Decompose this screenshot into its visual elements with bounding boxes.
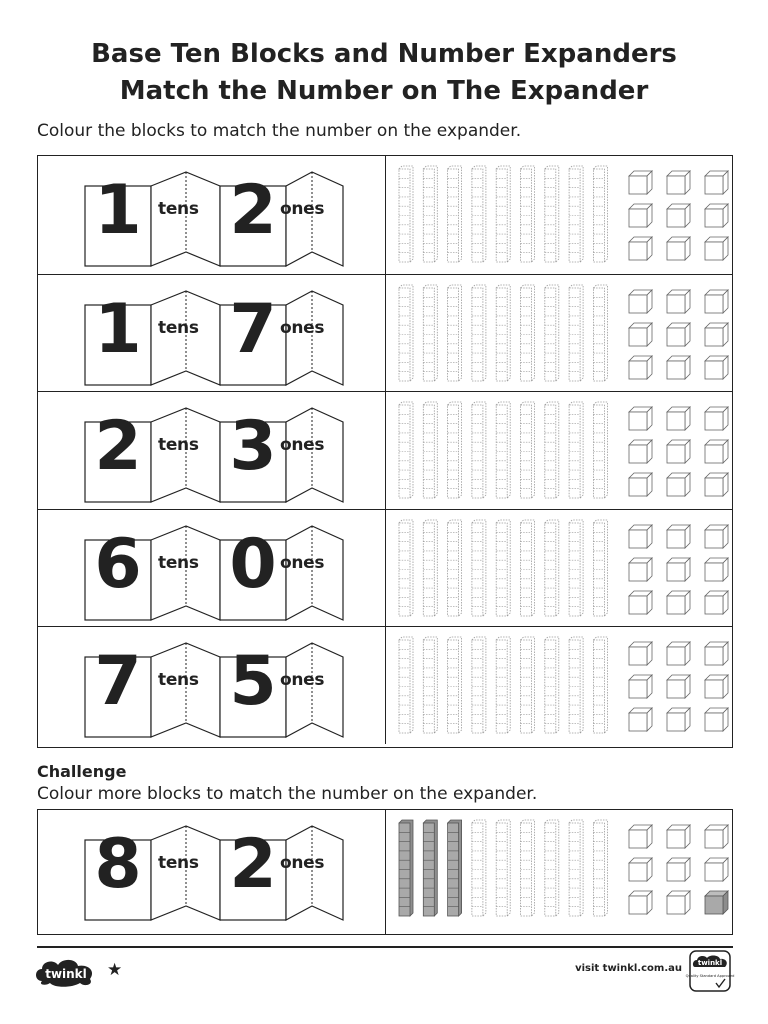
- tens-rod[interactable]: [521, 820, 535, 916]
- tens-rod[interactable]: [593, 820, 607, 916]
- ones-cube[interactable]: [629, 323, 652, 346]
- tens-rod[interactable]: [496, 166, 510, 262]
- tens-rod[interactable]: [545, 820, 559, 916]
- ones-cube[interactable]: [667, 356, 690, 379]
- ones-cube[interactable]: [705, 473, 728, 496]
- tens-rod[interactable]: [399, 166, 413, 262]
- tens-rod[interactable]: [472, 402, 486, 498]
- tens-rod[interactable]: [423, 402, 437, 498]
- tens-rod[interactable]: [423, 820, 437, 916]
- ones-digit: 3: [229, 407, 277, 487]
- worksheet-title: [0, 36, 768, 110]
- tens-label: tens: [158, 853, 199, 873]
- ones-cube[interactable]: [705, 204, 728, 227]
- ones-cube[interactable]: [705, 525, 728, 548]
- tens-rod[interactable]: [569, 520, 583, 616]
- base-ten-blocks: [387, 810, 732, 934]
- ones-cube[interactable]: [629, 356, 652, 379]
- ones-cube[interactable]: [629, 558, 652, 581]
- title-line-2: Match the Number on The Expander: [119, 76, 649, 106]
- ones-cube[interactable]: [705, 440, 728, 463]
- tens-rod[interactable]: [448, 166, 462, 262]
- column-divider: [385, 627, 386, 744]
- ones-cube[interactable]: [705, 290, 728, 313]
- ones-cube[interactable]: [629, 891, 652, 914]
- tens-rod[interactable]: [399, 637, 413, 733]
- column-divider: [385, 156, 386, 274]
- tens-digit: 1: [94, 289, 142, 369]
- ones-cube[interactable]: [705, 237, 728, 260]
- column-divider: [385, 392, 386, 509]
- tens-rod[interactable]: [545, 520, 559, 616]
- tens-rod[interactable]: [423, 166, 437, 262]
- tens-rod[interactable]: [545, 637, 559, 733]
- ones-cube[interactable]: [667, 171, 690, 194]
- ones-cube[interactable]: [629, 525, 652, 548]
- tens-rod[interactable]: [472, 520, 486, 616]
- column-divider: [385, 510, 386, 627]
- exercise-row: [38, 156, 732, 274]
- ones-cube[interactable]: [629, 204, 652, 227]
- tens-rod[interactable]: [521, 520, 535, 616]
- ones-cube[interactable]: [629, 642, 652, 665]
- ones-cube[interactable]: [667, 891, 690, 914]
- ones-label: ones: [280, 853, 325, 873]
- tens-digit: 7: [94, 642, 142, 722]
- ones-cube[interactable]: [629, 473, 652, 496]
- ones-cube[interactable]: [667, 675, 690, 698]
- ones-cube[interactable]: [629, 591, 652, 614]
- tens-rod[interactable]: [496, 285, 510, 381]
- ones-cube[interactable]: [705, 675, 728, 698]
- tens-rod[interactable]: [448, 285, 462, 381]
- logo-text: twinkl: [45, 967, 87, 981]
- footer-url[interactable]: visit twinkl.com.au: [575, 963, 682, 974]
- ones-cube[interactable]: [705, 642, 728, 665]
- ones-cube[interactable]: [667, 858, 690, 881]
- ones-cube[interactable]: [705, 858, 728, 881]
- tens-rod[interactable]: [448, 820, 462, 916]
- ones-cube[interactable]: [629, 440, 652, 463]
- tens-rod[interactable]: [545, 402, 559, 498]
- tens-rod[interactable]: [496, 820, 510, 916]
- tens-rod[interactable]: [521, 637, 535, 733]
- tens-rod[interactable]: [593, 285, 607, 381]
- tens-rod[interactable]: [593, 402, 607, 498]
- ones-cube[interactable]: [705, 825, 728, 848]
- ones-cube[interactable]: [667, 440, 690, 463]
- ones-cube[interactable]: [705, 171, 728, 194]
- ones-digit: 2: [229, 825, 277, 904]
- tens-label: tens: [158, 199, 199, 219]
- tens-label: tens: [158, 670, 199, 691]
- ones-cube[interactable]: [667, 237, 690, 260]
- base-ten-blocks: [387, 156, 732, 274]
- tens-rod[interactable]: [472, 637, 486, 733]
- ones-cube[interactable]: [629, 825, 652, 848]
- column-divider: [385, 810, 386, 934]
- ones-cube[interactable]: [629, 171, 652, 194]
- tens-rod[interactable]: [545, 166, 559, 262]
- tens-rod[interactable]: [496, 520, 510, 616]
- twinkl-logo: [34, 955, 98, 989]
- tens-rod[interactable]: [569, 820, 583, 916]
- challenge-table: [37, 809, 733, 935]
- tens-rod[interactable]: [423, 520, 437, 616]
- tens-rod[interactable]: [472, 820, 486, 916]
- column-divider: [385, 275, 386, 392]
- quality-badge-icon: [685, 950, 735, 992]
- ones-digit: 2: [229, 171, 277, 250]
- tens-rod[interactable]: [569, 166, 583, 262]
- star-icon[interactable]: ★: [107, 960, 123, 980]
- tens-rod[interactable]: [521, 402, 535, 498]
- tens-rod[interactable]: [472, 285, 486, 381]
- tens-rod[interactable]: [569, 637, 583, 733]
- ones-cube[interactable]: [667, 204, 690, 227]
- tens-rod[interactable]: [399, 285, 413, 381]
- tens-rod[interactable]: [496, 402, 510, 498]
- tens-digit: 2: [94, 407, 142, 487]
- base-ten-blocks: [387, 275, 732, 393]
- ones-cube[interactable]: [667, 591, 690, 614]
- ones-label: ones: [280, 317, 325, 338]
- tens-rod[interactable]: [593, 166, 607, 262]
- ones-cube[interactable]: [667, 407, 690, 430]
- ones-cube[interactable]: [705, 356, 728, 379]
- tens-rod[interactable]: [569, 402, 583, 498]
- exercise-table: [37, 155, 733, 748]
- title-line-1: Base Ten Blocks and Number Expanders: [91, 39, 677, 69]
- ones-cube[interactable]: [667, 290, 690, 313]
- ones-cube[interactable]: [667, 558, 690, 581]
- tens-digit: 1: [94, 171, 142, 250]
- ones-label: ones: [280, 670, 325, 691]
- tens-rod[interactable]: [521, 166, 535, 262]
- base-ten-blocks: [387, 627, 732, 745]
- tens-rod[interactable]: [399, 402, 413, 498]
- tens-rod[interactable]: [521, 285, 535, 381]
- tens-rod[interactable]: [423, 637, 437, 733]
- tens-rod[interactable]: [423, 285, 437, 381]
- instruction-text: Colour the blocks to match the number on the expander.: [37, 121, 522, 141]
- base-ten-blocks: [387, 510, 732, 628]
- ones-label: ones: [280, 435, 325, 456]
- badge-text: Quality Standard Approved: [685, 974, 735, 978]
- exercise-row: [38, 391, 732, 509]
- challenge-title: Challenge: [37, 762, 127, 781]
- tens-rod[interactable]: [472, 166, 486, 262]
- exercise-row: [38, 274, 732, 392]
- footer-divider: [37, 946, 733, 948]
- ones-digit: 0: [229, 524, 277, 604]
- base-ten-blocks: [387, 392, 732, 510]
- tens-digit: 6: [94, 524, 142, 604]
- tens-rod[interactable]: [448, 637, 462, 733]
- tens-label: tens: [158, 552, 199, 573]
- ones-cube[interactable]: [629, 290, 652, 313]
- badge-brand: twinkl: [697, 959, 723, 967]
- ones-cube[interactable]: [667, 473, 690, 496]
- ones-cube[interactable]: [629, 708, 652, 731]
- ones-cube[interactable]: [629, 675, 652, 698]
- ones-cube[interactable]: [667, 323, 690, 346]
- ones-cube[interactable]: [705, 558, 728, 581]
- ones-cube[interactable]: [667, 525, 690, 548]
- tens-rod[interactable]: [399, 820, 413, 916]
- ones-label: ones: [280, 552, 325, 573]
- challenge-instruction: Colour more blocks to match the number on the expander.: [37, 784, 538, 804]
- exercise-row: [38, 810, 732, 934]
- tens-label: tens: [158, 435, 199, 456]
- ones-label: ones: [280, 199, 325, 219]
- ones-digit: 7: [229, 289, 277, 369]
- ones-cube[interactable]: [629, 407, 652, 430]
- exercise-row: [38, 509, 732, 627]
- tens-rod[interactable]: [545, 285, 559, 381]
- exercise-row: [38, 626, 732, 744]
- ones-cube[interactable]: [667, 708, 690, 731]
- tens-rod[interactable]: [569, 285, 583, 381]
- tens-rod[interactable]: [593, 520, 607, 616]
- ones-digit: 5: [229, 642, 277, 722]
- tens-rod[interactable]: [448, 402, 462, 498]
- tens-rod[interactable]: [399, 520, 413, 616]
- ones-cube[interactable]: [667, 642, 690, 665]
- tens-rod[interactable]: [496, 637, 510, 733]
- tens-rod[interactable]: [448, 520, 462, 616]
- ones-cube[interactable]: [705, 708, 728, 731]
- ones-cube[interactable]: [705, 407, 728, 430]
- ones-cube[interactable]: [705, 891, 728, 914]
- ones-cube[interactable]: [629, 237, 652, 260]
- ones-cube[interactable]: [705, 323, 728, 346]
- tens-rod[interactable]: [593, 637, 607, 733]
- ones-cube[interactable]: [667, 825, 690, 848]
- ones-cube[interactable]: [629, 858, 652, 881]
- tens-label: tens: [158, 317, 199, 338]
- ones-cube[interactable]: [705, 591, 728, 614]
- tens-digit: 8: [94, 825, 142, 904]
